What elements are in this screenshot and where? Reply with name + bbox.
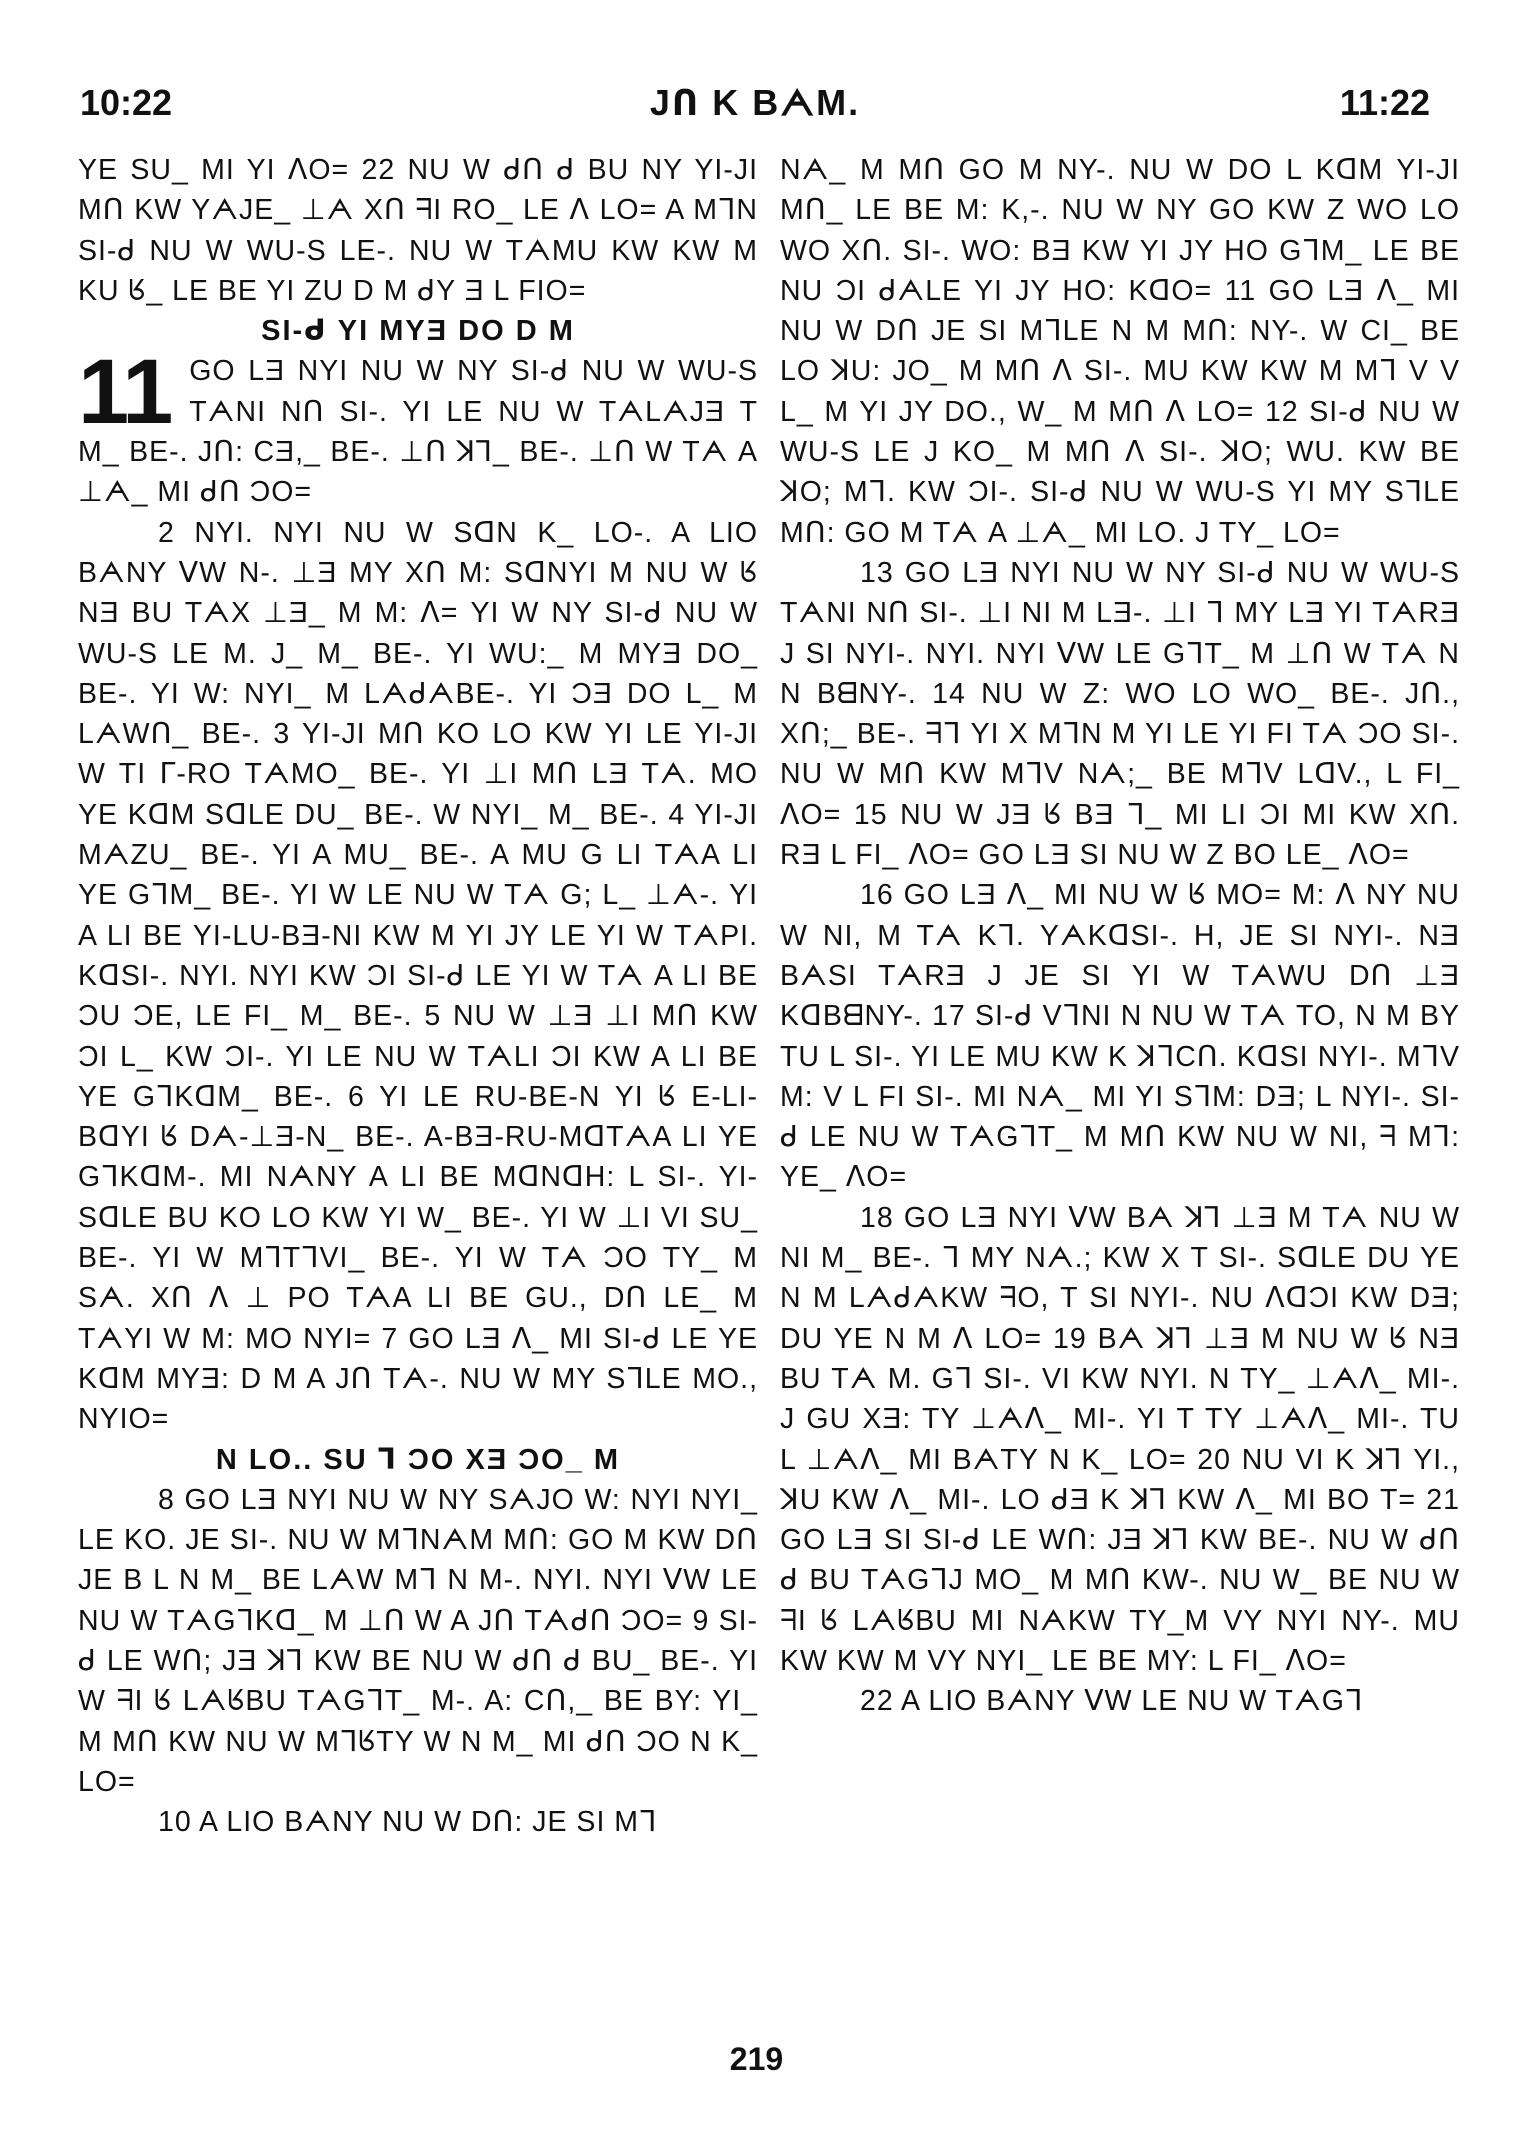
right-text-column — [780, 150, 1460, 2030]
section-heading: SI-ᑯ YI MYƎ DO D M — [261, 315, 575, 348]
verse-paragraph: 2 NYI. NYI NU W SᗡN K_ LO-. A LIO BᗅNY ᐯW N-. ⊥Ǝ MY XՈ M: SᗡNYI M NU W ᖉ NƎ BU TᗅX ⊥Ǝ_ M M: ᐱ= YI W NY SI-ᑯ NU W WU-S LE M. J_ M_ BE-. YI WU:_ M MYƎ DO_ BE-. YI W: NYI_ M LᗅᑯᗅBE-. YI ƆƎ DO L_ M LᗅWՈ_ BE-. 3 YI-JI MՈ KO LO KW YI LE YI-JI W TI ᒥ-RO TᗅMO_ BE-. YI ⊥I MՈ LƎ Tᗅ. MO YE KᗡM SᗡLE DU_ BE-. W NYI_ M_ BE-. 4 YI-JI MᗅZU_ BE-. YI A MU_ BE-. A MU G LI TᗅA LI YE GᒣM_ BE-. YI W LE NU W Tᗅ G; L_ ⊥ᗅ-. YI A LI BE YI-LU-BƎ-NI KW M YI JY LE YI W TᗅPI. KᗡSI-. NYI. NYI KW ƆI SI-ᑯ LE YI W Tᗅ A LI BE ƆU ƆE, LE FI_ M_ BE-. 5 NU W ⊥Ǝ ⊥I MՈ KW ƆI L_ KW ƆI-. YI LE NU W TᗅLI ƆI KW A LI BE YE GᒣKᗡM_ BE-. 6 YI LE RU-BE-N YI ᖉ E-LI-BᗡYI ᖉ Dᗅ-⊥Ǝ-N_ BE-. A-BƎ-RU-MᗡTᗅA LI YE GᒣKᗡM-. MI NᗅNY A LI BE MᗡNᗡH: L SI-. YI-SᗡLE BU KO LO KW YI W_ BE-. YI W ⊥I VI SU_ BE-. YI W MᒣTᒣVI_ BE-. YI W Tᗅ ƆO TY_ M Sᗅ. XՈ ᐱ ⊥ PO TᗅA LI BE GU., DՈ LE_ M TᗅYI W M: MO NYI= 7 GO LƎ ᐱ_ MI SI-ᑯ LE YE KᗡM MYƎ: D M A JՈ Tᗅ-. NU W MY SᒣLE MO., NYIO= — [78, 516, 758, 1436]
running-header — [80, 82, 1430, 142]
section-heading: N LO.. SU ᒣ ƆO XƎ ƆO_ M — [215, 1443, 621, 1476]
header-book-title: JՈ K BᗅM. — [649, 82, 861, 123]
chapter-paragraph — [78, 341, 758, 512]
verse-paragraph: YE SU_ MI YI ᐱO= 22 NU W ᑯՈ ᑯ BU NY YI-JI MՈ KW YᗅJE_ ⊥ᗅ XՈ ᖷI RO_ LE ᐱ LO= A MᒣN SI-ᑯ NU W WU-S LE-. NU W TᗅMU KW KW M KU ᖉ_ LE BE YI ZU D M ᑯY Ǝ L FIO= — [78, 154, 758, 307]
header-start-reference: 10:22 — [80, 82, 173, 123]
header-end-reference: 11:22 — [1339, 82, 1430, 123]
left-text-column — [78, 150, 758, 2030]
paragraph-text: GO LƎ NYI NU W NY SI-ᑯ NU W WU-S TᗅNI NՈ SI-. YI LE NU W TᗅLᗅJƎ T M_ BE-. JՈ: CƎ,_ BE-. ⊥Ո ꓘ⅂_ BE-. ⊥Ո W Tᗅ A ⊥ᗅ_ MI ᑯՈ ƆO= — [78, 355, 758, 509]
chapter-number: 11 — [78, 341, 172, 444]
verse-paragraph: 13 GO LƎ NYI NU W NY SI-ᑯ NU W WU-S TᗅNI NՈ SI-. ⊥I NI M LƎ-. ⊥I ᒣ MY LƎ YI TᗅRƎ J SI NYI-. NYI. NYI ᐯW LE GᒣT_ M ⊥Ո W Tᗅ N N BᗺNY-. 14 NU W Z: WO LO WO_ BE-. JՈ., XՈ;_ BE-. ᖷᒣ YI X MᒣN M YI LE YI FI Tᗅ ƆO SI-. NU W MՈ KW MᒣV Nᗅ;_ BE MᒣV LᗡV., L FI_ ᐱO= 15 NU W JƎ ᖉ BƎ ᒣ_ MI LI ƆI MI KW XՈ. RƎ L FI_ ᐱO= GO LƎ SI NU W Z BO LE_ ᐱO= — [780, 556, 1460, 872]
verse-paragraph: 16 GO LƎ ᐱ_ MI NU W ᖉ MO= M: ᐱ NY NU W NI, M Tᗅ Kᒣ. YᗅKᗡSI-. H, JE SI NYI-. NƎ BᗅSI TᗅRƎ J JE SI YI W TᗅWU DՈ ⊥Ǝ KᗡBᗺNY-. 17 SI-ᑯ VᒣNI N NU W Tᗅ TO, N M BY TU L SI-. YI LE MU KW K ꓘᒣCՈ. KᗡSI NYI-. MᒣV M: V L FI SI-. MI Nᗅ_ MI YI SᒣM: DƎ; L NYI-. SI-ᑯ LE NU W TᗅGᒣT_ M MՈ KW NU W NI, ᖷ Mᒣ: YE_ ᐱO= — [780, 879, 1460, 1194]
verse-paragraph: 22 A LIO BᗅNY ᐯW LE NU W TᗅGᒣ — [860, 1685, 1364, 1718]
verse-paragraph: 18 GO LƎ NYI ᐯW Bᗅ ꓘ⅂ ⊥Ǝ M Tᗅ NU W NI M_ BE-. ᒣ MY Nᗅ.; KW X T SI-. SᗡLE DU YE N M LᗅᑯᗅKW ᖷO, T SI NYI-. NU ᐱᗡƆI KW DƎ; DU YE N M ᐱ LO= 19 Bᗅ ꓘ⅂ ⊥Ǝ M NU W ᖉ NƎ BU Tᗅ M. Gᒣ SI-. VI KW NYI. N TY_ ⊥ᗅᐱ_ MI-. J GU XƎ: TY ⊥ᗅᐱ_ MI-. YI T TY ⊥ᗅᐱ_ MI-. TU L ⊥ᗅᐱ_ MI BᗅTY N K_ LO= 20 NU VI K ꓘ⅂ YI., ꓘU KW ᐱ_ MI-. LO ᑯƎ K ꓘ⅂ KW ᐱ_ MI BO T= 21 GO LƎ SI SI-ᑯ LE WՈ: JƎ ꓘ⅂ KW BE-. NU W ᑯՈ ᑯ BU TᗅGᒣJ MO_ M MՈ KW-. NU W_ BE NU W ᖷI ᖉ LᗅᖉBU MI NᗅKW TY_M VY NYI NY-. MU KW KW M VY NYI_ LE BE MY: L FI_ ᐱO= — [780, 1201, 1460, 1677]
verse-paragraph: 10 A LIO BᗅNY NU W DՈ: JE SI Mᒣ — [158, 1806, 658, 1839]
page-number: 219 — [729, 2041, 784, 2077]
verse-paragraph: 8 GO LƎ NYI NU W NY SᗅJO W: NYI NYI_ LE KO. JE SI-. NU W MᒣNᗅM MՈ: GO M KW DՈ JE B L N M_ BE LᗅW Mᒣ N M-. NYI. NYI ᐯW LE NU W TᗅGᒣKᗡ_ M ⊥Ո W A JՈ TᗅᑯՈ ƆO= 9 SI-ᑯ LE WՈ; JƎ ꓘ⅂ KW BE NU W ᑯՈ ᑯ BU_ BE-. YI W ᖷI ᖉ LᗅᖉBU TᗅGᒣT_ M-. A: CՈ,_ BE BY: YI_ M MՈ KW NU W MᒣᖉTY W N M_ MI ᑯՈ ƆO N K_ LO= — [78, 1483, 758, 1798]
verse-paragraph: Nᗅ_ M MՈ GO M NY-. NU W DO L KᗡM YI-JI MՈ_ LE BE M: K,-. NU W NY GO KW Z WO LO WO XՈ. SI-. WO: BƎ KW YI JY HO GᒣM_ LE BE NU ƆI ᑯᗅLE YI JY HO: KᗡO= 11 GO LƎ ᐱ_ MI NU W DՈ JE SI MᒣLE N M MՈ: NY-. W CI_ BE LO ꓘU: JO_ M MՈ ᐱ SI-. MU KW KW M Mᒣ V V L_ M YI JY DO., W_ M MՈ ᐱ LO= 12 SI-ᑯ NU W WU-S LE J KO_ M MՈ ᐱ SI-. ꓘO; WU. KW BE ꓘO; Mᒣ. KW ƆI-. SI-ᑯ NU W WU-S YI MY SᒣLE MՈ: GO M Tᗅ A ⊥ᗅ_ MI LO. J TY_ LO= — [780, 154, 1460, 549]
